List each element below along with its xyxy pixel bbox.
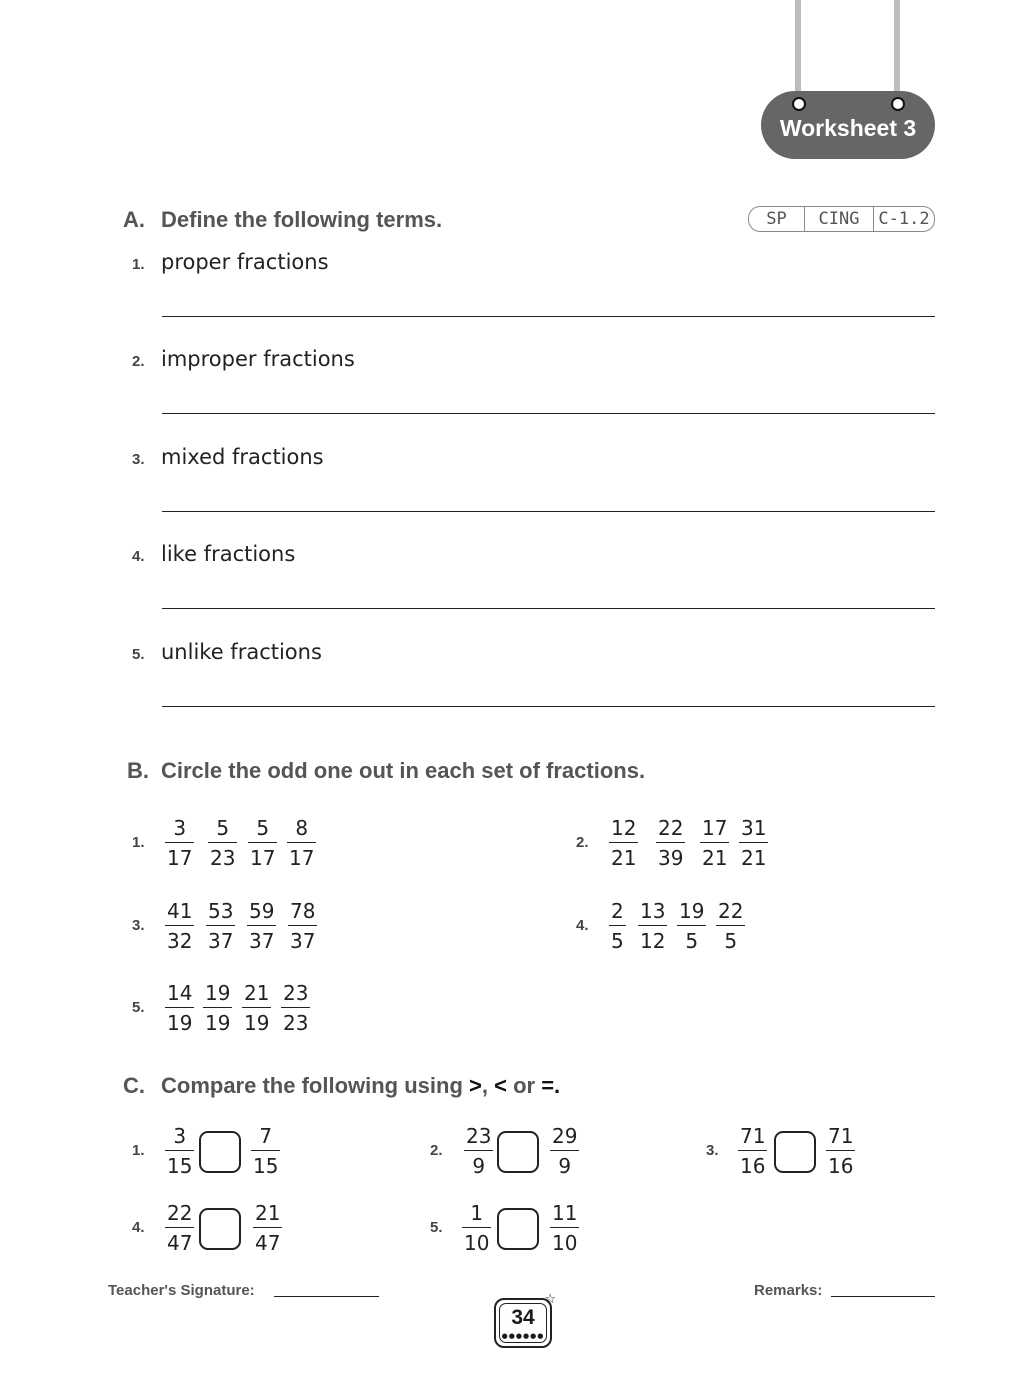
fraction-denominator: 32 [167,929,193,953]
fraction-denominator: 19 [205,1011,231,1035]
compare-number: 5. [430,1219,443,1236]
heading-period: . [554,1073,561,1098]
fraction-numerator: 22 [167,1201,193,1225]
teacher-signature-line[interactable] [274,1296,379,1297]
fraction-numerator: 23 [466,1124,492,1148]
fraction-numerator: 21 [244,981,270,1005]
fraction-denominator: 12 [640,929,666,953]
definition-term: improper fractions [161,347,355,371]
fraction [656,818,685,868]
fraction-numerator: 19 [679,899,705,923]
symbol-equal: = [541,1073,555,1098]
fraction-numerator: 13 [640,899,666,923]
compare-number: 4. [132,1219,145,1236]
compare-answer-box[interactable] [199,1208,241,1250]
definition-number: 2. [132,353,145,370]
fraction-numerator: 5 [216,816,230,840]
fraction-numerator: 14 [167,981,193,1005]
fraction-denominator: 5 [611,929,624,953]
fraction-numerator: 71 [828,1124,854,1148]
star-icon: ☆ [544,1292,556,1307]
fraction-denominator: 16 [828,1154,854,1178]
fraction-numerator: 17 [702,816,728,840]
fraction [206,901,235,951]
fraction-numerator: 78 [290,899,316,923]
fraction-numerator: 22 [718,899,744,923]
definition-number: 5. [132,646,145,663]
fraction-numerator: 23 [283,981,309,1005]
section-a-heading [123,207,442,233]
answer-line[interactable] [162,511,935,512]
symbol-less: < [494,1073,507,1098]
fraction-left [464,1126,493,1176]
definition-term: unlike fractions [161,640,322,664]
fraction-numerator: 59 [249,899,275,923]
fraction-right [550,1126,579,1176]
fraction-denominator: 23 [283,1011,309,1035]
fraction-numerator: 21 [255,1201,281,1225]
fraction-numerator: 29 [552,1124,578,1148]
fraction [165,901,194,951]
section-c-heading [123,1073,560,1099]
fraction-denominator: 17 [167,846,193,870]
fraction-numerator: 2 [611,899,624,923]
answer-line[interactable] [162,608,935,609]
fraction [677,901,706,951]
fraction-denominator: 19 [244,1011,270,1035]
worksheet-badge [761,91,935,159]
compare-answer-box[interactable] [199,1131,241,1173]
section-b-letter: B. [127,758,149,783]
fraction-left [165,1126,194,1176]
fraction-numerator: 53 [208,899,234,923]
definition-number: 3. [132,451,145,468]
worksheet-title: Worksheet 3 [779,114,917,141]
fraction-numerator: 71 [740,1124,766,1148]
definition-term: mixed fractions [161,445,324,469]
fraction [281,983,310,1033]
fraction-denominator: 17 [289,846,315,870]
fraction-denominator: 21 [702,846,728,870]
fraction-denominator: 5 [724,929,738,953]
compare-number: 3. [706,1142,719,1159]
fraction [288,901,317,951]
fraction-denominator: 37 [249,929,275,953]
fraction-numerator: 41 [167,899,193,923]
fraction-right [550,1203,579,1253]
fraction-numerator: 31 [741,816,767,840]
odd-one-out-number: 3. [132,917,145,934]
tag-code: C-1.2 [878,209,930,229]
fraction-right [251,1126,280,1176]
fraction-denominator: 21 [741,846,767,870]
compare-number: 2. [430,1142,443,1159]
compare-answer-box[interactable] [497,1208,539,1250]
fraction [203,983,232,1033]
fraction-denominator: 15 [167,1154,193,1178]
fraction [716,901,745,951]
fraction-left [738,1126,767,1176]
fraction-numerator: 22 [658,816,684,840]
fraction [739,818,768,868]
answer-line[interactable] [162,316,935,317]
fraction-denominator: 15 [253,1154,279,1178]
tag-cing: CING [805,207,874,231]
fraction-numerator: 12 [611,816,637,840]
hanger-hole-left [792,97,806,111]
compare-answer-box[interactable] [774,1131,816,1173]
section-a-letter: A. [123,207,145,232]
fraction [638,901,667,951]
fraction-numerator: 11 [552,1201,578,1225]
fraction-left [165,1203,194,1253]
hanger-right [894,0,900,100]
odd-one-out-number: 4. [576,917,589,934]
odd-one-out-number: 2. [576,834,589,851]
page-number: 34 [511,1306,535,1329]
fraction-denominator: 17 [250,846,276,870]
fraction-numerator: 1 [470,1201,484,1225]
fraction-denominator: 9 [472,1154,486,1178]
fraction-denominator: 47 [255,1231,281,1255]
fraction [287,818,316,868]
fraction-denominator: 5 [685,929,699,953]
fraction-denominator: 37 [208,929,234,953]
hanger-left [795,0,801,100]
remarks-line[interactable] [831,1296,935,1297]
section-a-title: Define the following terms. [161,207,443,232]
fraction [609,818,638,868]
fraction-denominator: 16 [740,1154,766,1178]
fraction-numerator: 5 [256,816,270,840]
fraction-denominator: 23 [210,846,236,870]
fraction-denominator: 10 [552,1231,578,1255]
fraction-denominator: 39 [658,846,684,870]
compare-number: 1. [132,1142,145,1159]
fraction [248,818,277,868]
fraction [165,818,194,868]
skill-tags [748,206,935,232]
fraction [208,818,237,868]
fraction-denominator: 37 [290,929,316,953]
odd-one-out-number: 5. [132,999,145,1016]
section-b-title: Circle the odd one out in each set of fractions. [161,758,646,783]
fraction-numerator: 3 [173,816,187,840]
fraction-denominator: 47 [167,1231,193,1255]
page-number-badge [494,1292,556,1348]
fraction-left [462,1203,491,1253]
symbol-greater: > [469,1073,482,1098]
hanger-hole-right [891,97,905,111]
answer-line[interactable] [162,706,935,707]
page-badge-dots: ●●●●●● [501,1332,545,1340]
fraction [609,901,626,951]
definition-number: 1. [132,256,145,273]
definition-number: 4. [132,548,145,565]
definition-term: like fractions [161,542,296,566]
separator-comma: , [481,1073,495,1098]
section-c-letter: C. [123,1073,145,1098]
odd-one-out-number: 1. [132,834,145,851]
fraction-numerator: 7 [259,1124,273,1148]
fraction [247,901,276,951]
tag-sp: SP [749,207,805,231]
compare-answer-box[interactable] [497,1131,539,1173]
remarks-label: Remarks: [754,1282,823,1299]
fraction [242,983,271,1033]
separator-or: or [506,1073,542,1098]
fraction-numerator: 3 [173,1124,187,1148]
fraction-denominator: 9 [558,1154,572,1178]
fraction-numerator: 19 [205,981,231,1005]
fraction [700,818,729,868]
answer-line[interactable] [162,413,935,414]
definition-term: proper fractions [161,250,329,274]
fraction-denominator: 21 [611,846,637,870]
section-c-title: Compare the following using [161,1073,469,1098]
section-b-heading [127,758,645,784]
fraction-right [253,1203,282,1253]
fraction-denominator: 10 [464,1231,490,1255]
fraction-numerator: 8 [295,816,309,840]
fraction-right [826,1126,855,1176]
fraction [165,983,194,1033]
teacher-signature-label: Teacher's Signature: [108,1282,255,1299]
fraction-denominator: 19 [167,1011,193,1035]
